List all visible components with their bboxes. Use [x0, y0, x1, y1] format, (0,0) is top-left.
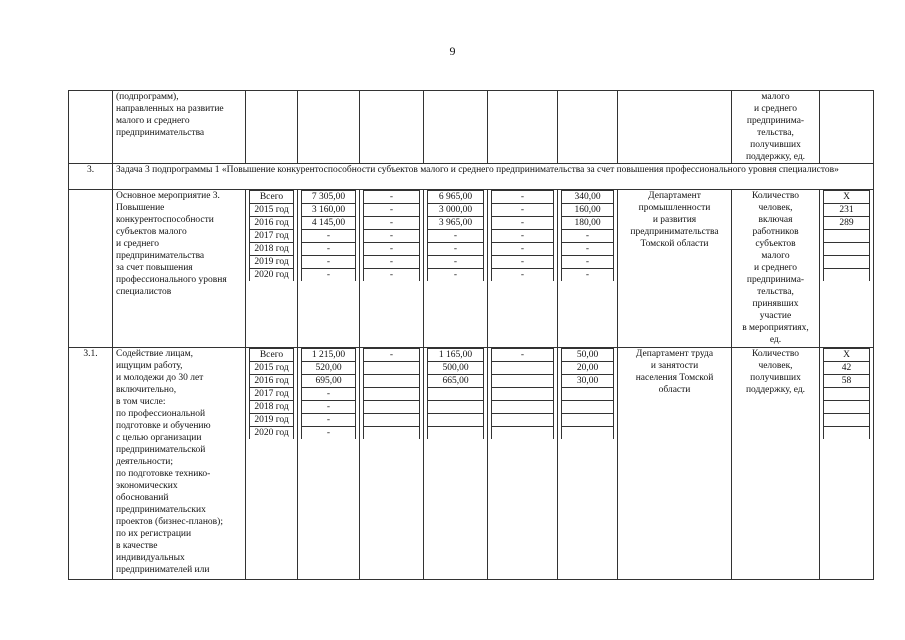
table-cell — [824, 230, 870, 243]
indicator-values-col — [820, 348, 874, 580]
table-cell: 4 145,00 — [302, 217, 356, 230]
subevent-row — [69, 348, 874, 580]
table-cell: - — [428, 243, 484, 256]
table-cell: 2016 год — [250, 217, 294, 230]
subevent-indicator: Количество человек, получивших поддержку, ед. — [732, 348, 820, 580]
indicator-values-col — [820, 190, 874, 348]
total-col — [298, 190, 360, 348]
table-cell: 160,00 — [562, 204, 614, 217]
table-cell — [428, 401, 484, 414]
table-cell: 20,00 — [562, 362, 614, 375]
extra-col — [558, 348, 618, 580]
table-cell — [824, 414, 870, 427]
table-cell: - — [492, 243, 554, 256]
table-cell: - — [364, 204, 420, 217]
table-cell: - — [492, 217, 554, 230]
table-cell: 2016 год — [250, 375, 294, 388]
table-cell — [428, 414, 484, 427]
table-cell — [562, 427, 614, 440]
table-cell: 2018 год — [250, 243, 294, 256]
table-cell: - — [492, 269, 554, 282]
table-cell: 30,00 — [562, 375, 614, 388]
event-indicator: Количество человек, включая работников субъектов малого и среднего предпринима- тельства, принявших участие в мероприятиях, ед. — [732, 190, 820, 348]
extra-col — [558, 190, 618, 348]
table-cell: 2015 год — [250, 362, 294, 375]
table-cell: 2018 год — [250, 401, 294, 414]
table-cell — [364, 388, 420, 401]
table-cell: 180,00 — [562, 217, 614, 230]
continuation-row — [69, 91, 874, 164]
subevent-name: Содействие лицам, ищущим работу, и молодежи до 30 лет включительно, в том числе: по профессиональной подготовке и обучению с целью организации предпринимательской деятельности; по подготовке технико- экономических обоснований предпринимательских проектов (бизнес-планов); по их регистрации в качестве индивидуальных предпринимателей или — [113, 348, 246, 580]
program-table — [68, 90, 874, 580]
table-cell: Всего — [250, 191, 294, 204]
table-cell: 3 965,00 — [428, 217, 484, 230]
table-cell: 58 — [824, 375, 870, 388]
event-number — [69, 190, 113, 348]
table-cell: - — [428, 269, 484, 282]
table-cell: - — [562, 256, 614, 269]
table-cell: 289 — [824, 217, 870, 230]
years-col — [246, 190, 298, 348]
table-cell: 3 160,00 — [302, 204, 356, 217]
regional-col — [424, 348, 488, 580]
federal-col — [360, 348, 424, 580]
cell-num — [69, 91, 113, 164]
table-cell — [824, 388, 870, 401]
table-cell: 3 000,00 — [428, 204, 484, 217]
continuation-name: (подпрограмм), направленных на развитие малого и среднего предпринимательства — [113, 91, 246, 164]
table-cell: - — [302, 269, 356, 282]
table-cell: Х — [824, 191, 870, 204]
table-cell: - — [364, 349, 420, 362]
table-cell — [364, 427, 420, 440]
table-cell: - — [492, 191, 554, 204]
event-executor: Департамент промышленности и развития предпринимательства Томской области — [618, 190, 732, 348]
table-cell: 6 965,00 — [428, 191, 484, 204]
subevent-executor: Департамент труда и занятости населения Томской области — [618, 348, 732, 580]
local-col — [488, 348, 558, 580]
federal-col — [360, 190, 424, 348]
table-cell: 2019 год — [250, 414, 294, 427]
table-cell: 2020 год — [250, 269, 294, 282]
table-cell: - — [302, 256, 356, 269]
table-cell — [824, 243, 870, 256]
table-cell: - — [428, 256, 484, 269]
table-cell: - — [302, 401, 356, 414]
table-cell — [562, 388, 614, 401]
table-cell: - — [428, 230, 484, 243]
subevent-number: 3.1. — [69, 348, 113, 580]
table-cell: 520,00 — [302, 362, 356, 375]
table-cell: - — [302, 230, 356, 243]
table-cell: 7 305,00 — [302, 191, 356, 204]
table-cell — [492, 414, 554, 427]
task-title: Задача 3 подпрограммы 1 «Повышение конкурентоспособности субъектов малого и среднего предпринимательства за счет повышения профессионального уровня специалистов» — [113, 164, 874, 190]
task-row — [69, 164, 874, 190]
table-cell: 2017 год — [250, 230, 294, 243]
regional-col — [424, 190, 488, 348]
table-cell: 42 — [824, 362, 870, 375]
table-cell — [364, 375, 420, 388]
years-col — [246, 348, 298, 580]
table-cell: - — [364, 256, 420, 269]
table-cell: - — [364, 269, 420, 282]
table-cell — [824, 269, 870, 282]
table-cell: - — [562, 243, 614, 256]
table-cell: - — [492, 349, 554, 362]
table-cell: 2015 год — [250, 204, 294, 217]
table-cell — [562, 414, 614, 427]
table-cell: 500,00 — [428, 362, 484, 375]
table-cell: - — [492, 230, 554, 243]
table-cell: - — [302, 243, 356, 256]
table-cell — [428, 427, 484, 440]
table-cell: 2019 год — [250, 256, 294, 269]
table-cell: 340,00 — [562, 191, 614, 204]
table-cell: 1 215,00 — [302, 349, 356, 362]
table-cell: - — [562, 230, 614, 243]
table-cell: Всего — [250, 349, 294, 362]
table-cell — [562, 401, 614, 414]
table-cell — [364, 362, 420, 375]
table-cell — [492, 362, 554, 375]
table-cell: 2017 год — [250, 388, 294, 401]
table-cell: - — [364, 217, 420, 230]
event-name: Основное мероприятие 3. Повышение конкурентоспособности субъектов малого и среднего предпринимательства за счет повышения профессионального уровня специалистов — [113, 190, 246, 348]
table-cell: - — [492, 256, 554, 269]
table-cell: Х — [824, 349, 870, 362]
table-cell: 2020 год — [250, 427, 294, 440]
table-cell — [492, 375, 554, 388]
table-cell: - — [562, 269, 614, 282]
table-cell — [364, 401, 420, 414]
table-cell: - — [302, 388, 356, 401]
table-cell — [824, 427, 870, 440]
continuation-indicator: малого и среднего предпринима- тельства, получивших поддержку, ед. — [732, 91, 820, 164]
table-cell — [824, 401, 870, 414]
task-number: 3. — [69, 164, 113, 190]
table-cell: 50,00 — [562, 349, 614, 362]
table-cell — [492, 388, 554, 401]
page-number: 9 — [449, 44, 456, 58]
local-col — [488, 190, 558, 348]
table-cell: - — [492, 204, 554, 217]
event-row — [69, 190, 874, 348]
table-cell: - — [364, 191, 420, 204]
table-cell — [492, 427, 554, 440]
table-cell: - — [364, 230, 420, 243]
table-cell: 1 165,00 — [428, 349, 484, 362]
table-cell: - — [302, 414, 356, 427]
table-cell — [364, 414, 420, 427]
table-cell — [492, 401, 554, 414]
table-cell: 665,00 — [428, 375, 484, 388]
table-cell: - — [364, 243, 420, 256]
total-col — [298, 348, 360, 580]
table-cell: 231 — [824, 204, 870, 217]
table-cell — [428, 388, 484, 401]
table-cell: - — [302, 427, 356, 440]
table-cell: 695,00 — [302, 375, 356, 388]
table-cell — [824, 256, 870, 269]
